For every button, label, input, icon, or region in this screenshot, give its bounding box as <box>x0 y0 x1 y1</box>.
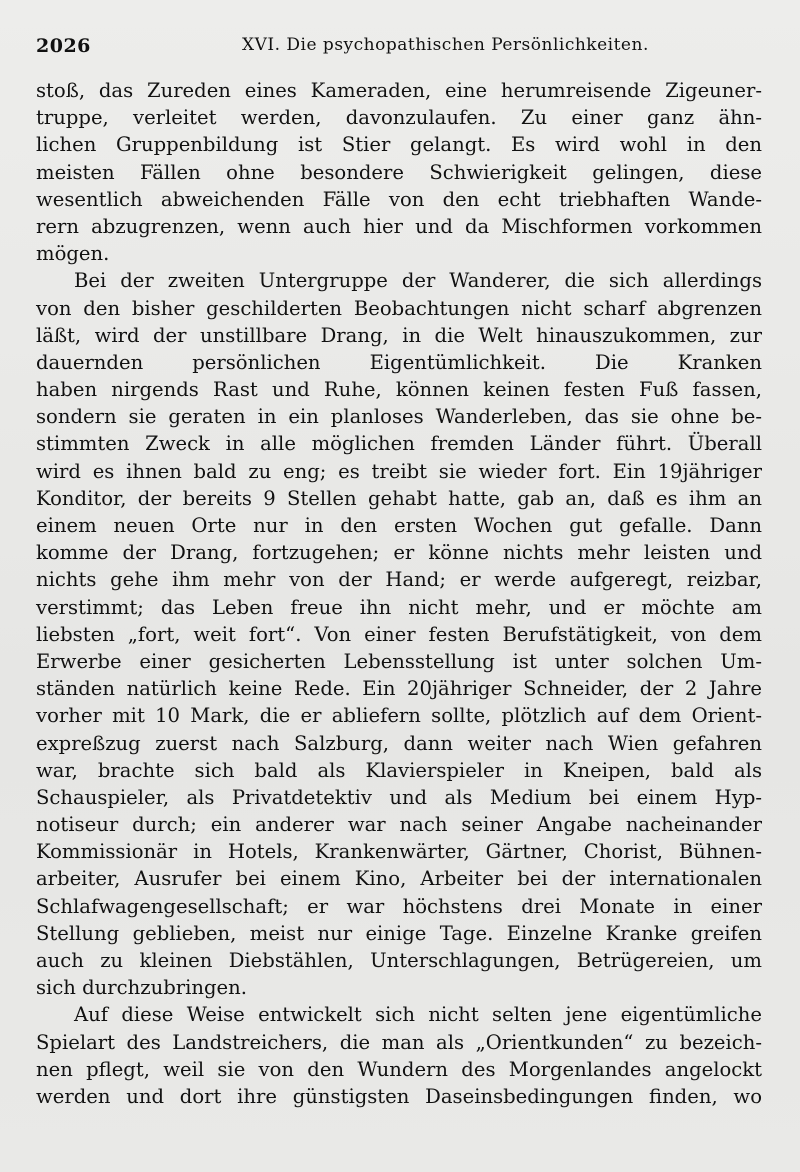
text-line: meisten Fällen ohne besondere Schwierigkeit gelingen, diese <box>36 160 762 184</box>
text-line: dauernden persönlichen Eigentümlichkeit. Die Kranken <box>36 350 762 374</box>
text-line: arbeiter, Ausrufer bei einem Kino, Arbeiter bei der internationalen <box>36 867 762 891</box>
text-line: auch zu kleinen Diebstählen, Unterschlagungen, Betrügereien, um <box>36 949 762 972</box>
text-line: verstimmt; das Leben freue ihn nicht mehr, und er möchte am <box>36 595 762 619</box>
running-head <box>36 33 762 63</box>
text-line: stimmten Zweck in alle möglichen fremden Länder führt. Überall <box>36 432 762 456</box>
text-line: ständen natürlich keine Rede. Ein 20jähriger Schneider, der 2 Jahre <box>36 677 762 701</box>
text-line: Bei der zweiten Untergruppe der Wanderer, die sich allerdings <box>74 269 762 293</box>
text-line: wird es ihnen bald zu eng; es treibt sie wieder fort. Ein 19jähriger <box>36 459 762 483</box>
text-line: war, brachte sich bald als Klavierspieler in Kneipen, bald als <box>36 758 762 782</box>
text-line: von den bisher geschilderten Beobachtungen nicht scharf abgrenzen <box>36 296 762 320</box>
text-line: Auf diese Weise entwickelt sich nicht selten jene eigentümliche <box>74 1003 762 1027</box>
text-line: Schlafwagengesellschaft; er war höchstens drei Monate in einer <box>36 894 762 918</box>
text-line: notiseur durch; ein anderer war nach seiner Angabe nacheinander <box>36 813 762 837</box>
text-line: nen pflegt, weil sie von den Wundern des Morgenlandes angelockt <box>36 1057 762 1081</box>
text-line: komme der Drang, fortzugehen; er könne nichts mehr leisten und <box>36 541 762 565</box>
text-line: werden und dort ihre günstigsten Daseinsbedingungen finden, wo <box>36 1084 762 1108</box>
text-line: Schauspieler, als Privatdetektiv und als Medium bei einem Hyp- <box>36 785 762 809</box>
text-line: stoß, das Zureden eines Kameraden, eine herumreisende Zigeuner- <box>36 79 762 102</box>
body-text <box>36 77 762 1110</box>
text-line: sich durchzubringen. <box>36 976 247 1000</box>
text-line: einem neuen Orte nur in den ersten Wochen gut gefalle. Dann <box>36 514 762 537</box>
text-line: Spielart des Landstreichers, die man als „Orientkunden“ zu bezeich- <box>36 1030 762 1054</box>
text-line: lichen Gruppenbildung ist Stier gelangt. Es wird wohl in den <box>36 133 762 157</box>
text-line: Konditor, der bereits 9 Stellen gehabt hatte, gab an, daß es ihm an <box>36 486 762 510</box>
text-line: vorher mit 10 Mark, die er abliefern sollte, plötzlich auf dem Orient- <box>36 704 762 728</box>
text-line: sondern sie geraten in ein planloses Wanderleben, das sie ohne be- <box>36 405 762 429</box>
text-line: haben nirgends Rast und Ruhe, können keinen festen Fuß fassen, <box>36 378 762 402</box>
page-number: 2026 <box>36 35 91 57</box>
text-line: rern abzugrenzen, wenn auch hier und da Mischformen vorkommen <box>36 214 762 238</box>
text-line: liebsten „fort, weit fort“. Von einer festen Berufstätigkeit, von dem <box>36 622 762 646</box>
text-line: läßt, wird der unstillbare Drang, in die Welt hinauszukommen, zur <box>36 323 762 347</box>
text-line: nichts gehe ihm mehr von der Hand; er werde aufgeregt, reizbar, <box>36 568 762 592</box>
text-line: expreßzug zuerst nach Salzburg, dann weiter nach Wien gefahren <box>36 731 762 755</box>
chapter-title: XVI. Die psychopathischen Persönlichkeiten. <box>242 35 649 55</box>
text-line: wesentlich abweichenden Fälle von den echt triebhaften Wande- <box>36 187 762 211</box>
text-line: Stellung geblieben, meist nur einige Tage. Einzelne Kranke greifen <box>36 921 762 945</box>
text-line: Kommissionär in Hotels, Krankenwärter, Gärtner, Chorist, Bühnen- <box>36 840 762 864</box>
text-line: truppe, verleitet werden, davonzulaufen. Zu einer ganz ähn- <box>36 106 762 130</box>
text-line: mögen. <box>36 242 110 266</box>
text-line: Erwerbe einer gesicherten Lebensstellung ist unter solchen Um- <box>36 649 762 673</box>
